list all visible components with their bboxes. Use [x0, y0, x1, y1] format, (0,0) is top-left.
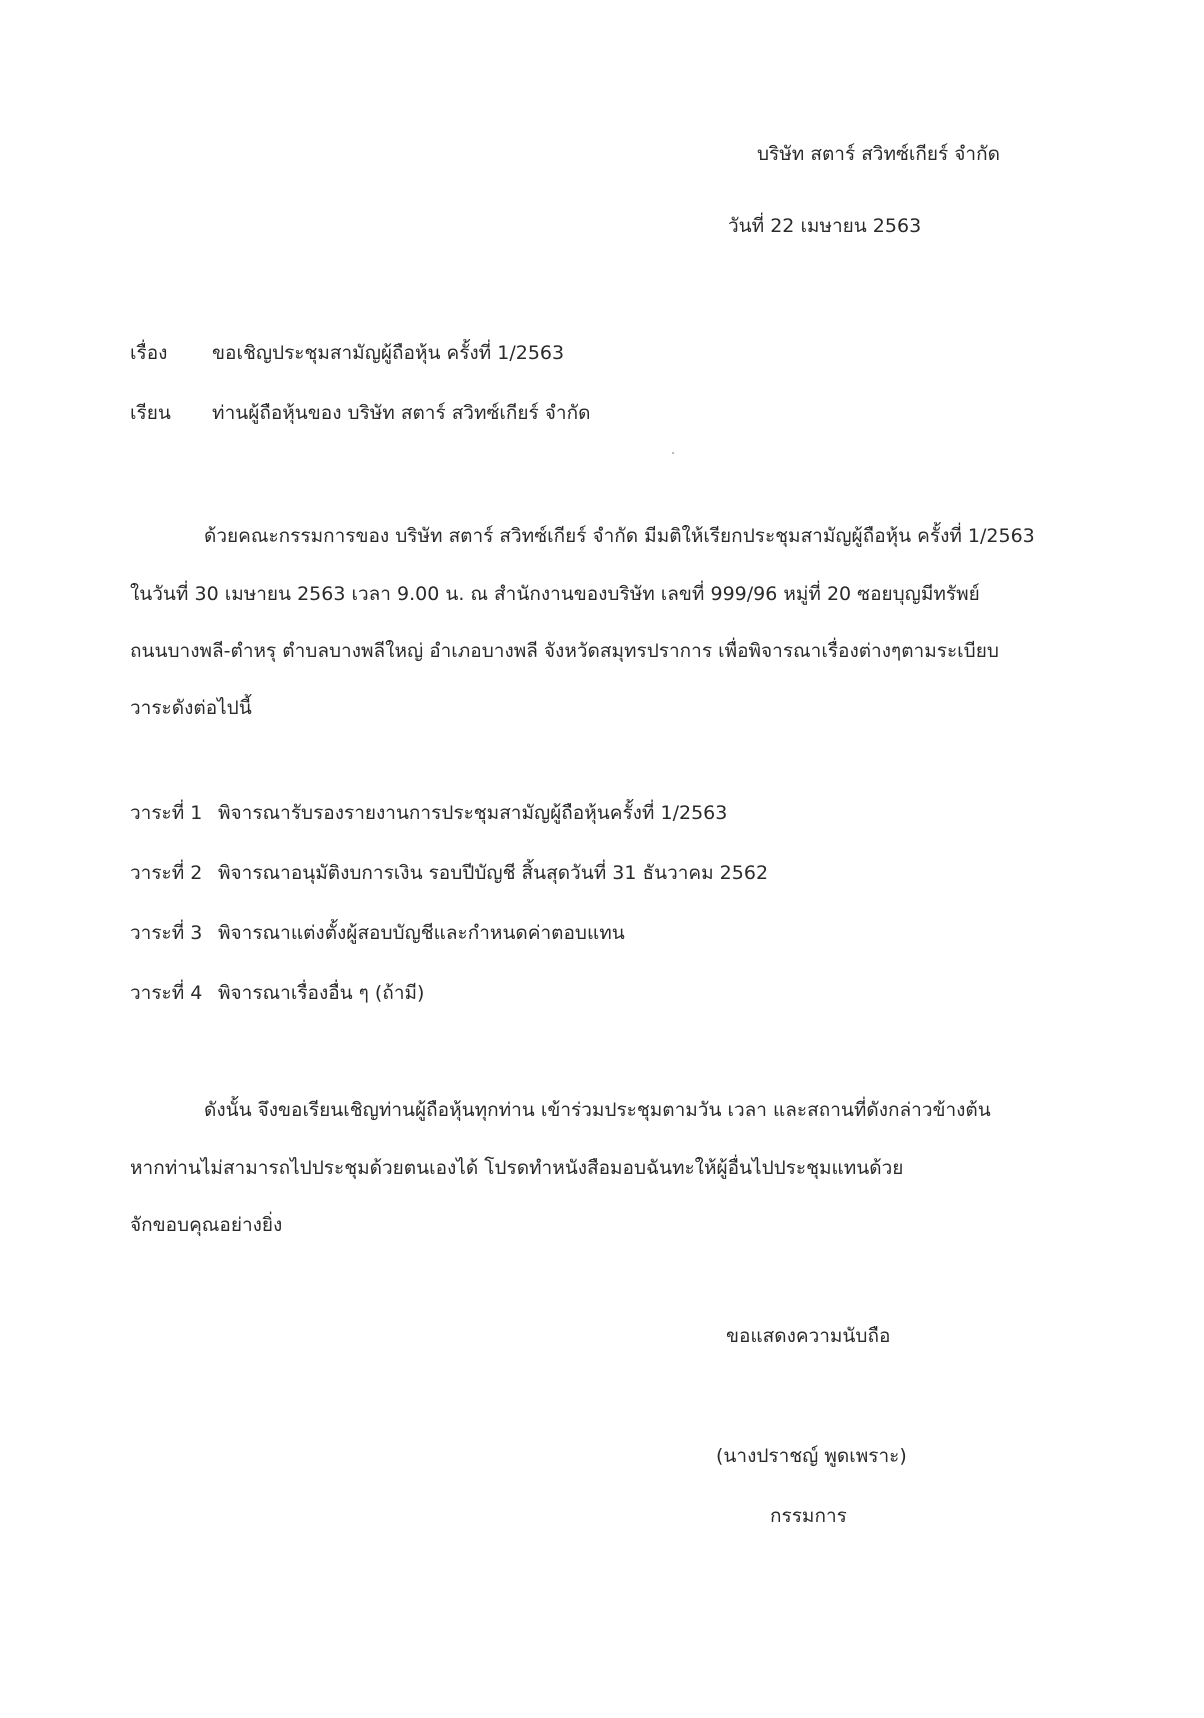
- agenda-number: วาระที่ 2: [130, 862, 203, 884]
- subject-label: เรื่อง: [130, 342, 168, 364]
- paragraph-line: ด้วยคณะกรรมการของ บริษัท สตาร์ สวิทซ์เกียร์ จำกัด มีมติให้เรียกประชุมสามัญผู้ถือหุ้น ครั้งที่ 1/2563: [204, 525, 1035, 547]
- closing-salutation: ขอแสดงความนับถือ: [726, 1325, 891, 1347]
- paragraph-line: ถนนบางพลี-ตำหรุ ตำบลบางพลีใหญ่ อำเภอบางพลี จังหวัดสมุทรปราการ เพื่อพิจารณาเรื่องต่างๆตามระเบียบ: [130, 640, 999, 662]
- agenda-item: [130, 798, 727, 828]
- paragraph-line: จักขอบคุณอย่างยิ่ง: [130, 1214, 283, 1236]
- signer-name: (นางปราชญ์ พูดเพราะ): [716, 1445, 907, 1467]
- recipient-row: [130, 398, 590, 428]
- agenda-number: วาระที่ 4: [130, 982, 203, 1004]
- agenda-text: พิจารณารับรองรายงานการประชุมสามัญผู้ถือหุ้นครั้งที่ 1/2563: [218, 802, 728, 824]
- subject-row: [130, 338, 564, 368]
- paragraph-line: วาระดังต่อไปนี้: [130, 697, 252, 719]
- paragraph-line: หากท่านไม่สามารถไปประชุมด้วยตนเองได้ โปรดทำหนังสือมอบฉันทะให้ผู้อื่นไปประชุมแทนด้วย: [130, 1157, 904, 1179]
- recipient-label: เรียน: [130, 402, 171, 424]
- agenda-item: [130, 918, 625, 948]
- company-name: บริษัท สตาร์ สวิทซ์เกียร์ จำกัด: [757, 143, 1000, 165]
- signer-position: กรรมการ: [770, 1505, 847, 1527]
- recipient-text: ท่านผู้ถือหุ้นของ บริษัท สตาร์ สวิทซ์เกียร์ จำกัด: [212, 402, 591, 424]
- agenda-text: พิจารณาแต่งตั้งผู้สอบบัญชีและกำหนดค่าตอบแทน: [218, 922, 625, 944]
- agenda-item: [130, 978, 424, 1008]
- agenda-item: [130, 858, 768, 888]
- letter-date: วันที่ 22 เมษายน 2563: [728, 215, 922, 237]
- agenda-number: วาระที่ 3: [130, 922, 203, 944]
- agenda-text: พิจารณาอนุมัติงบการเงิน รอบปีบัญชี สิ้นสุดวันที่ 31 ธันวาคม 2562: [218, 862, 769, 884]
- agenda-text: พิจารณาเรื่องอื่น ๆ (ถ้ามี): [218, 982, 425, 1004]
- paragraph-line: ดังนั้น จึงขอเรียนเชิญท่านผู้ถือหุ้นทุกท่าน เข้าร่วมประชุมตามวัน เวลา และสถานที่ดังกล่าวข้างต้น: [204, 1099, 991, 1121]
- agenda-number: วาระที่ 1: [130, 802, 203, 824]
- paragraph-line: ในวันที่ 30 เมษายน 2563 เวลา 9.00 น. ณ สำนักงานของบริษัท เลขที่ 999/96 หมู่ที่ 20 ซอยบุญมีทรัพย์: [130, 583, 980, 605]
- scan-speck: [672, 452, 674, 454]
- subject-text: ขอเชิญประชุมสามัญผู้ถือหุ้น ครั้งที่ 1/2563: [212, 342, 565, 364]
